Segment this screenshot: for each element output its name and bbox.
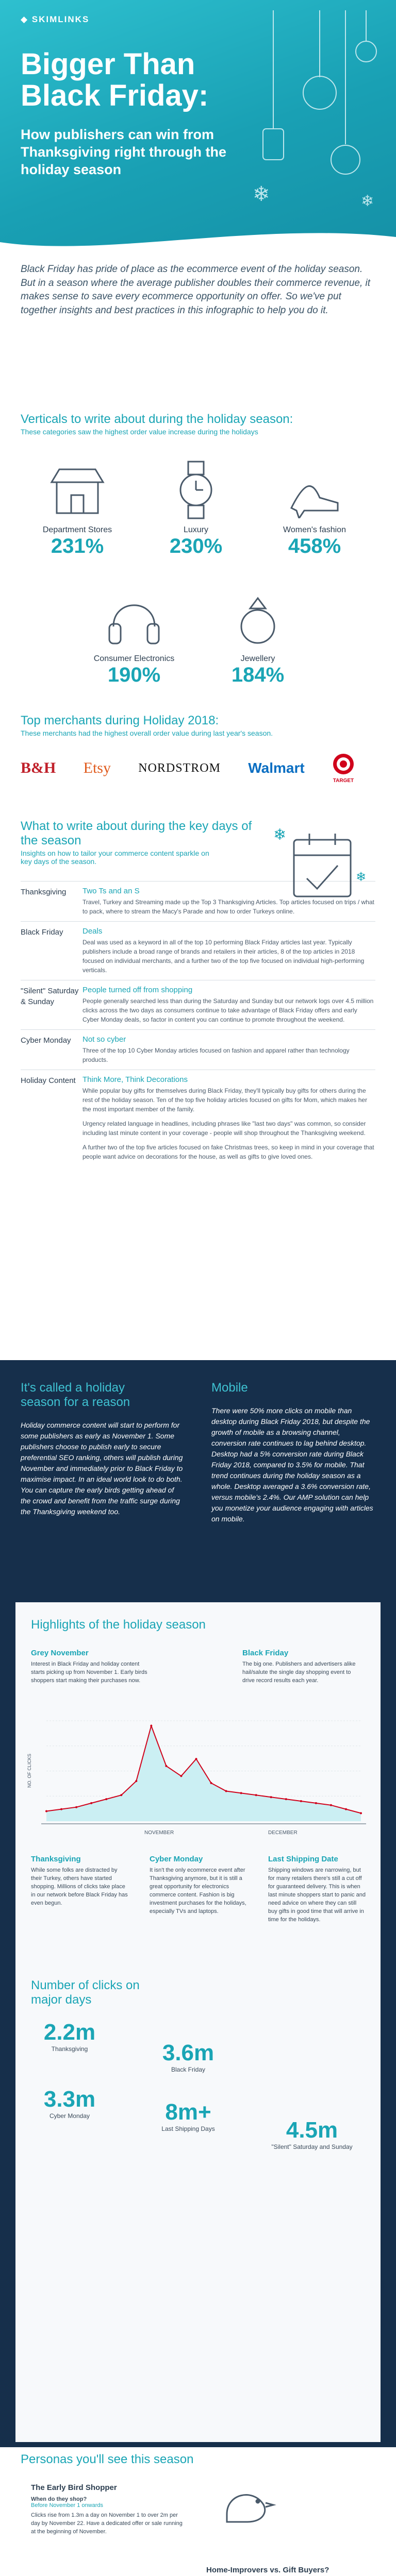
data-point	[255, 1794, 257, 1796]
svg-text:❄: ❄	[361, 193, 374, 210]
clicks-item: 3.3m Cyber Monday	[43, 2087, 96, 2120]
data-point	[330, 1804, 332, 1806]
series-area-clicks	[46, 1726, 361, 1821]
data-point	[195, 1758, 197, 1760]
event-thanksgiving: Thanksgiving While some folks are distracted by their Turkey, others have started shopping. Millions of clicks take place in our network before Black Friday has even begun.	[31, 1855, 128, 1906]
event-cyber-monday: Cyber Monday It isn't the only ecommerce event after Thanksgiving anymore, but it is still a great opportunity for electronics commerce content. Fashion is big investment purchases for the holidays, especially TVs and laptops.	[150, 1855, 246, 1914]
data-point	[240, 1792, 242, 1794]
verticals-grid	[21, 436, 375, 714]
svg-text:❄: ❄	[273, 826, 287, 843]
vertical-item: Luxury 230%	[139, 456, 253, 558]
persona-card: The Early Bird Shopper When do they shop? Before November 1 onwards Clicks rise from 1.3m a day on November 1 to over 2m per day by November 22. Have a dedicated offer or sale running at the beginning of November.	[31, 2483, 183, 2535]
y-axis-label: NO. OF CLICKS	[27, 1753, 32, 1788]
table-row: Holiday Content Think More, Think Decorations While popular buy gifts for themselves during Black Friday, they'll typically buy gifts for others during the rest of the holiday season. Ten of the top five holiday articles focused on gifts for Mom, which makes her the most important member of the family. Urgency related language in headlines, including phrases like "last two days" was common, so consider including last minute content in your coverage - people will shop throughout the Thanksgiving weekend. A further two of the top five articles focused on fake Christmas trees, so keep in mind in your coverage that people want advice on decorations for the house, as well as gifts to give loved ones.	[21, 1070, 375, 1166]
gift-icon	[62, 2571, 129, 2576]
header-banner	[0, 0, 396, 258]
keydays-section	[0, 819, 396, 1166]
data-point	[105, 1798, 107, 1800]
intro-text: Black Friday has pride of place as the ecommerce event of the holiday season. But in a season where the average publisher doubles their commerce revenue, it makes sense to save every ecommerce opportunity on offer. So we've put together insights and best practices in this infographic to help you do it.	[21, 264, 371, 316]
highlights-title: Highlights of the holiday season	[31, 1618, 206, 1632]
clicks-item: 8m+ Last Shipping Days	[161, 2099, 215, 2132]
data-point	[315, 1802, 317, 1804]
data-point	[135, 1780, 137, 1782]
skimlinks-logo[interactable]: ◆ SKIMLINKS	[21, 14, 90, 24]
svg-text:❄: ❄	[356, 870, 367, 884]
data-point	[90, 1802, 92, 1804]
vertical-item: Department Stores 231%	[21, 456, 134, 558]
data-point	[210, 1782, 212, 1784]
data-point	[345, 1808, 347, 1810]
personas-title: Personas you'll see this season	[21, 2452, 194, 2466]
ring-icon	[227, 588, 289, 650]
brand-bh: B&H	[21, 759, 56, 776]
merchants-title: Top merchants during Holiday 2018:	[21, 714, 219, 727]
watch-icon	[165, 459, 227, 521]
clicks-grid	[31, 2020, 366, 2174]
target-logo-icon	[332, 753, 355, 775]
keydays-subtitle: Insights on how to tailor your commerce content sparkle on key days of the season.	[21, 849, 209, 866]
merchants-section	[0, 714, 396, 784]
event-last-shipping: Last Shipping Date Shipping windows are narrowing, but for many retailers there's still a cut off for guaranteed delivery. This is when last minute shoppers start to panic and need advice on where they can still buy gifts in good time that will arrive in time for the holidays.	[268, 1855, 366, 1923]
table-row: Cyber Monday Not so cyber Three of the top 10 Cyber Monday articles focused on fashion and apparel rather than technology products.	[21, 1029, 375, 1070]
table-row: Thanksgiving Two Ts and an S Travel, Turkey and Streaming made up the Top 3 Thanksgiving Articles. Top articles focused on trips / what to pack, where to stream the Macy's Parade and how to order Turkeys online.	[21, 881, 375, 921]
data-point	[120, 1794, 122, 1796]
heel-icon	[284, 462, 345, 518]
merchants-subtitle: These merchants had the highest overall order value during last year's season.	[21, 729, 273, 737]
grey-november: Grey November Interest in Black Friday and holiday content starts picking up from November 1. Early birds shoppers start making their purchases now.	[31, 1649, 147, 1684]
intro-section	[0, 263, 396, 317]
keydays-table	[21, 881, 375, 1166]
keydays-title: What to write about during the key days of the season	[21, 819, 252, 848]
headphones-icon	[103, 588, 165, 650]
x-tick-december: DECEMBER	[268, 1830, 298, 1836]
brand-etsy: Etsy	[83, 759, 111, 776]
mobile-title: Mobile	[211, 1381, 248, 1395]
logo-mark-icon: ◆	[21, 14, 32, 24]
verticals-section	[0, 412, 396, 714]
early-bird-icon	[217, 2473, 278, 2535]
decorative-ornaments	[242, 10, 392, 216]
brand-nordstrom: NORDSTROM	[138, 761, 221, 775]
data-point	[45, 1810, 47, 1812]
persona-card: Home-Improvers vs. Gift Buyers?	[206, 2566, 329, 2574]
calendar-icon	[273, 819, 371, 912]
clicks-title: Number of clicks on major days	[31, 1978, 140, 2007]
brand-logos	[21, 753, 375, 784]
table-row: "Silent" Saturday & Sunday People turned off from shopping People generally searched less than during the Saturday and Sunday but our network logs over 4.5 million clicks across the two days as consumers continue to take advantage of Black Friday offers and early Cyber Monday deals, so factor in content you can continue to promote throughout the weekend.	[21, 980, 375, 1029]
table-row: Black Friday Deals Deal was used as a keyword in all of the top 10 performing Black Friday articles last year. Typically publishers include a broad range of brands and retailers in their articles, 8 of the top articles in 2018 focused on individual merchants, and a further two of the top five focused on individual high-performing verticals.	[21, 921, 375, 980]
vertical-item: Women's fashion 458%	[258, 456, 371, 558]
data-point	[270, 1796, 272, 1798]
data-point	[150, 1725, 152, 1727]
data-point	[60, 1808, 62, 1810]
vertical-item: Jewellery 184%	[201, 585, 315, 687]
clicks-item: 3.6m Black Friday	[162, 2040, 214, 2073]
data-point	[300, 1800, 302, 1802]
clicks-chart	[26, 1710, 371, 1844]
season-text: Holiday commerce content will start to perform for some publishers as early as November 1. Some publishers choose to publish early to secure preferential SEO ranking, others will publish during November and immediately prior to Black Friday to maximise impact. In an ideal world look to do both. You can capture the early birds getting ahead of the crowd and benefit from the traffic surge during the Thanksgiving weekend too.	[21, 1421, 183, 1516]
data-point	[180, 1775, 182, 1777]
data-point	[285, 1798, 287, 1800]
clicks-item: 2.2m Thanksgiving	[43, 2020, 96, 2053]
clicks-item: 4.5m "Silent" Saturday and Sunday	[271, 2117, 353, 2150]
verticals-title: Verticals to write about during the holiday season:	[21, 412, 293, 426]
store-icon	[46, 462, 108, 518]
svg-text:❄: ❄	[253, 183, 270, 206]
season-section	[0, 1360, 396, 2447]
personas-section	[0, 2447, 396, 2576]
data-point	[165, 1765, 167, 1767]
season-header	[21, 1381, 376, 1523]
page-title: Bigger Than Black Friday:	[21, 47, 209, 112]
verticals-subtitle: These categories saw the highest order value increase during the holidays	[21, 428, 258, 436]
mobile-text: There were 50% more clicks on mobile than desktop during Black Friday 2018, but despite the growth of mobile as a browsing channel, conversion rate continues to lag behind desktop. Desktop had a 5% conversion rate during Black Friday 2018, compared to 3.5% for mobile. That trend continues during the holiday season as a whole. Desktop averaged a 3.6% conversion rate, versus mobile's 2.4%. Our AMP solution can help you monetize your audience engaging with articles on mobile.	[211, 1406, 373, 1523]
data-point	[225, 1790, 227, 1792]
data-point	[360, 1812, 362, 1814]
black-friday-note: Black Friday The big one. Publishers and advertisers alike hail/salute the single day shopping event to drive record results each year.	[242, 1649, 356, 1684]
brand-walmart: Walmart	[248, 760, 305, 776]
brand-target: TARGET	[332, 753, 355, 784]
vertical-item: Consumer Electronics 190%	[77, 585, 191, 687]
x-tick-november: NOVEMBER	[144, 1830, 174, 1836]
header-wave	[0, 222, 396, 258]
page-subtitle: How publishers can win from Thanksgiving right through the holiday season	[21, 127, 226, 177]
data-point	[75, 1806, 77, 1808]
season-title: It's called a holiday season for a reason	[21, 1381, 130, 1409]
chart-events	[31, 1855, 366, 1924]
